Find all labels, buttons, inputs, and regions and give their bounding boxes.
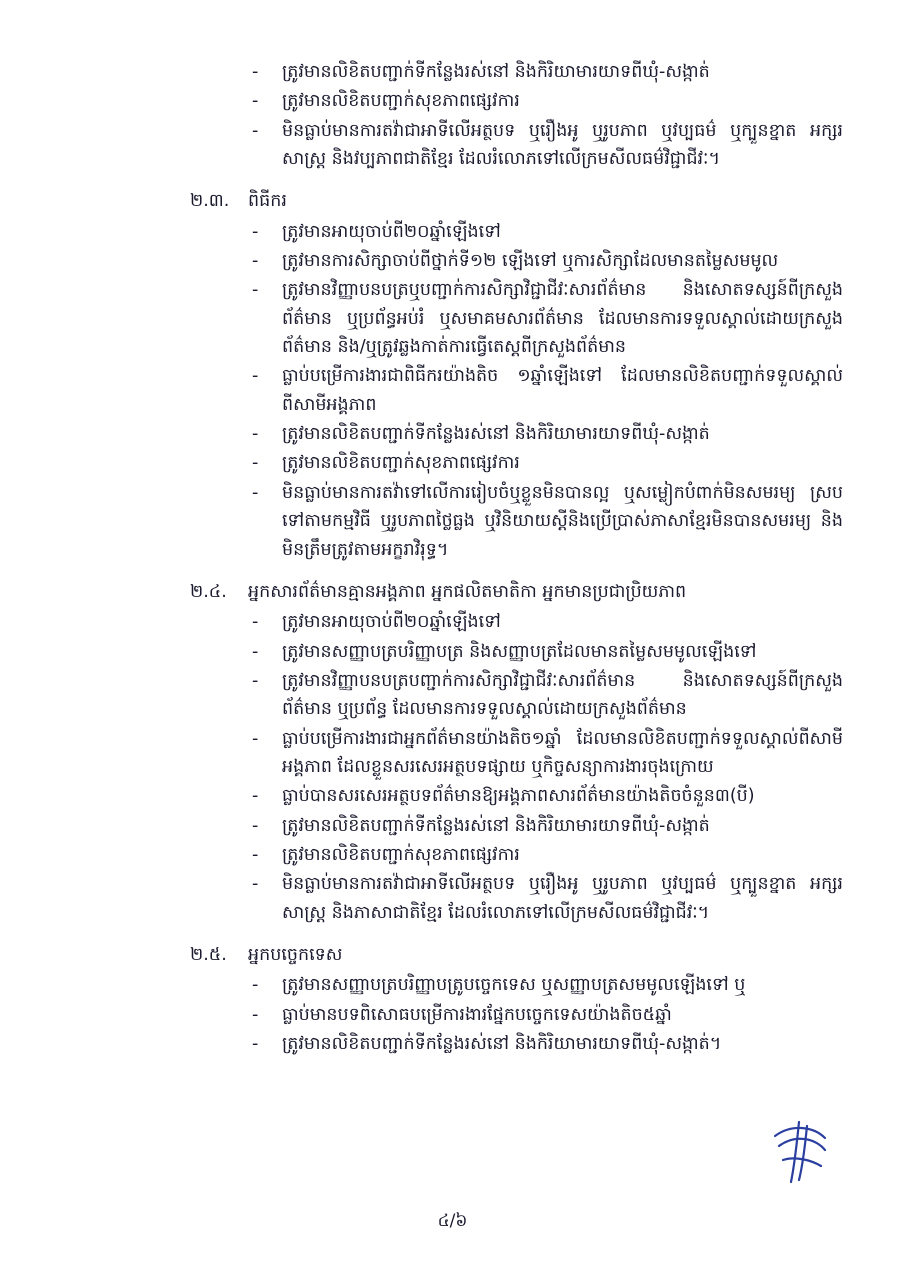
section-number: ២.៥. <box>190 944 227 965</box>
list-item <box>62 117 843 174</box>
list-item <box>62 420 843 448</box>
list-item-text: ត្រូវមានលិខិតបញ្ជាក់សុខភាពផ្សេវការ <box>282 91 520 112</box>
list-item <box>62 638 843 666</box>
list-item-text: ត្រូវមានសញ្ញាបត្របរិញ្ញាបត្រ និងសញ្ញាបត្រដែលមានតម្លៃសមមូលឡើងទៅ <box>282 641 757 662</box>
list-item <box>62 449 843 477</box>
list-item <box>62 479 843 564</box>
list-item-text: មិនធ្លាប់មានការតវ៉ាទៅលើការរៀបចំឬខ្លួនមិនបានល្អ ឬសម្លៀកបំពាក់មិនសមរម្យ ស្របទៅតាមកម្មវិធី ឬរូបភាពថ្លៃធ្លង ឬវិនិយាយស្តីនិងប្រើប្រាស់ភាសាខ្មែរមិនបានសមរម្យ និងមិនត្រឹមត្រូវតាមអក្ខរាវិរុទ្ធ។ <box>282 482 843 560</box>
list-item <box>62 1001 843 1029</box>
list-item <box>62 971 843 999</box>
section-2-5 <box>62 941 843 1058</box>
list-item-text: ធ្លាប់បម្រើការងារជាអ្នកព័ត៌មានយ៉ាងតិច១ឆ្នាំ ដែលមានលិខិតបញ្ជាក់ទទួលស្គាល់ពីសាមីអង្គភាព ដែលខ្លួនសរសេរអត្ថបទផ្សាយ ឬកិច្ចសន្យាការងារចុងក្រោយ <box>282 728 843 777</box>
bullet-marker: - <box>252 815 259 836</box>
bullet-marker: - <box>252 251 259 272</box>
list-item-text: ត្រូវមានអាយុចាប់ពី២០ឆ្នាំឡើងទៅ <box>282 221 501 242</box>
list-item <box>62 87 843 115</box>
bullet-marker: - <box>252 453 259 474</box>
list-item-text: ត្រូវមានលិខិតបញ្ជាក់ទីកន្លែងរស់នៅ និងកិរិយាមារយាទពីឃុំ-សង្កាត់។ <box>282 1034 722 1054</box>
list-item <box>62 725 843 782</box>
list-item-text: ត្រូវមានអាយុចាប់ពី២០ឆ្នាំឡើងទៅ <box>282 612 501 633</box>
list-item <box>62 362 843 419</box>
list-item-text: ធ្លាប់មានបទពិសោធបម្រើការងារផ្នែកបច្ចេកទេសយ៉ាងតិច៥ឆ្នាំ <box>282 1004 672 1025</box>
bullet-marker: - <box>252 874 259 895</box>
list-item-text: ត្រូវមានសញ្ញាបត្របរិញ្ញាបត្រូបច្ចេកទេស ឬសញ្ញាបត្រសមមូលឡើងទៅ ឬ <box>282 975 746 996</box>
section-2-4 <box>62 578 843 927</box>
bullet-marker: - <box>252 975 259 996</box>
section-heading <box>62 187 843 215</box>
list-item <box>62 247 843 275</box>
section-title: អ្នកបច្ចេកទេស <box>248 944 343 965</box>
list-item-text: ត្រូវមានការសិក្សាចាប់ពីថ្នាក់ទី១២ ឡើងទៅ ឬការសិក្សាដែលមានតម្លៃសមមូល <box>282 251 779 272</box>
list-item-text: ត្រូវមានលិខិតបញ្ជាក់សុខភាពផ្សេវការ <box>282 453 520 474</box>
bullet-marker: - <box>252 1034 259 1054</box>
bullet-marker: - <box>252 280 259 301</box>
list-item <box>62 58 843 86</box>
list-item <box>62 667 843 724</box>
list-item-text: ត្រូវមានលិខិតបញ្ជាក់សុខភាពផ្សេវការ <box>282 844 520 865</box>
section-heading <box>62 941 843 969</box>
bullet-marker: - <box>252 120 259 141</box>
list-item-text: ត្រូវមានលិខិតបញ្ជាក់ទីកន្លែងរស់នៅ និងកិរិយាមារយាទពីឃុំ-សង្កាត់ <box>282 424 710 445</box>
bullet-marker: - <box>252 786 259 807</box>
section-number: ២.៣. <box>190 191 230 212</box>
list-item-text: ធ្លាប់បានសរសេរអត្ថបទព័ត៌មានឱ្យអង្គភាពសារព័ត៌មានយ៉ាងតិចចំនួន៣(បី) <box>282 786 755 807</box>
list-item <box>62 276 843 361</box>
list-item-text: ត្រូវមានវិញ្ញាបនបត្រឬបញ្ជាក់ការសិក្សាវិជ្ជាជីវៈសារព័ត៌មាន និងសោតទស្សន៍ពីក្រសួងព័ត៌មាន ឬប្រព័ន្ធអប់រំ ឬសមាគមសារព័ត៌មាន ដែលមានការទទួលស្គាល់ដោយក្រសួងព័ត៌មាន និង/ឬត្រូវឆ្លងកាត់ការធ្វើតេស្តពីក្រសួងព័ត៌មាន <box>282 280 843 358</box>
list-item <box>62 1030 843 1058</box>
bullet-marker: - <box>252 728 259 749</box>
section-bullet-list <box>62 608 843 927</box>
list-item-text: ធ្លាប់បម្រើការងារជាពិធីករយ៉ាងតិច ១ឆ្នាំឡើងទៅ ដែលមានលិខិតបញ្ជាក់ទទួលស្គាល់ពីសាមីអង្គភាព <box>282 366 843 415</box>
bullet-marker: - <box>252 482 259 503</box>
bullet-marker: - <box>252 221 259 242</box>
bullet-marker: - <box>252 844 259 865</box>
bullet-marker: - <box>252 62 259 82</box>
list-item-text: មិនធ្លាប់មានការតវ៉ាជាអាទីលើអត្ថបទ ឬរឿងអូ ឬរូបភាព ឬវប្បធម៌ ឬក្បួនខ្នាត អក្សរសាស្ត្រ និងវប្បភាពជាតិខ្មែរ ដែលរំលោភទៅលើក្រមសីលធម៌វិជ្ជាជីវៈ។ <box>282 120 843 170</box>
bullet-marker: - <box>252 91 259 112</box>
bullet-marker: - <box>252 366 259 387</box>
list-item <box>62 870 843 927</box>
section-heading <box>62 578 843 606</box>
section-bullet-list <box>62 218 843 564</box>
list-item <box>62 841 843 869</box>
top-bullet-list <box>62 58 843 173</box>
list-item <box>62 812 843 840</box>
bullet-marker: - <box>252 424 259 445</box>
list-item-text: មិនធ្លាប់មានការតវ៉ាជាអាទីលើអត្ថបទ ឬរឿងអូ ឬរូបភាព ឬវប្បធម៌ ឬក្បួនខ្នាត អក្សរសាស្ត្រ និងភាសាជាតិខ្មែរ ដែលរំលោភទៅលើក្រមសីលធម៌វិជ្ជាជីវៈ។ <box>282 874 843 923</box>
section-bullet-list <box>62 971 843 1058</box>
section-title: ពិធីករ <box>248 191 287 212</box>
list-item-text: ត្រូវមានវិញ្ញាបនបត្របញ្ជាក់ការសិក្សាវិជ្ជាជីវៈសារព័ត៌មាន និងសោតទស្សន៍ពីក្រសួងព័ត៌មាន ឬប្រព័ន្ធ ដែលមានការទទួលស្គាល់ដោយក្រសួងព័ត៌មាន <box>282 670 843 720</box>
bullet-marker: - <box>252 612 259 633</box>
list-item <box>62 218 843 246</box>
bullet-marker: - <box>252 670 259 691</box>
list-item <box>62 608 843 636</box>
list-item-text: ត្រូវមានលិខិតបញ្ជាក់ទីកន្លែងរស់នៅ និងកិរិយាមារយាទពីឃុំ-សង្កាត់ <box>282 62 710 82</box>
bullet-marker: - <box>252 641 259 662</box>
bullet-marker: - <box>252 1004 259 1025</box>
section-title: អ្នកសារព័ត៌មានគ្មានអង្គភាព អ្នកផលិតមាតិកា អ្នកមានប្រជាប្រិយភាព <box>248 581 687 602</box>
list-item <box>62 782 843 810</box>
page-number: ៤/៦ <box>437 1211 468 1232</box>
section-2-3 <box>62 187 843 563</box>
section-number: ២.៤. <box>190 581 227 602</box>
list-item-text: ត្រូវមានលិខិតបញ្ជាក់ទីកន្លែងរស់នៅ និងកិរិយាមារយាទពីឃុំ-សង្កាត់ <box>282 815 710 836</box>
signature-mark <box>769 1116 833 1188</box>
